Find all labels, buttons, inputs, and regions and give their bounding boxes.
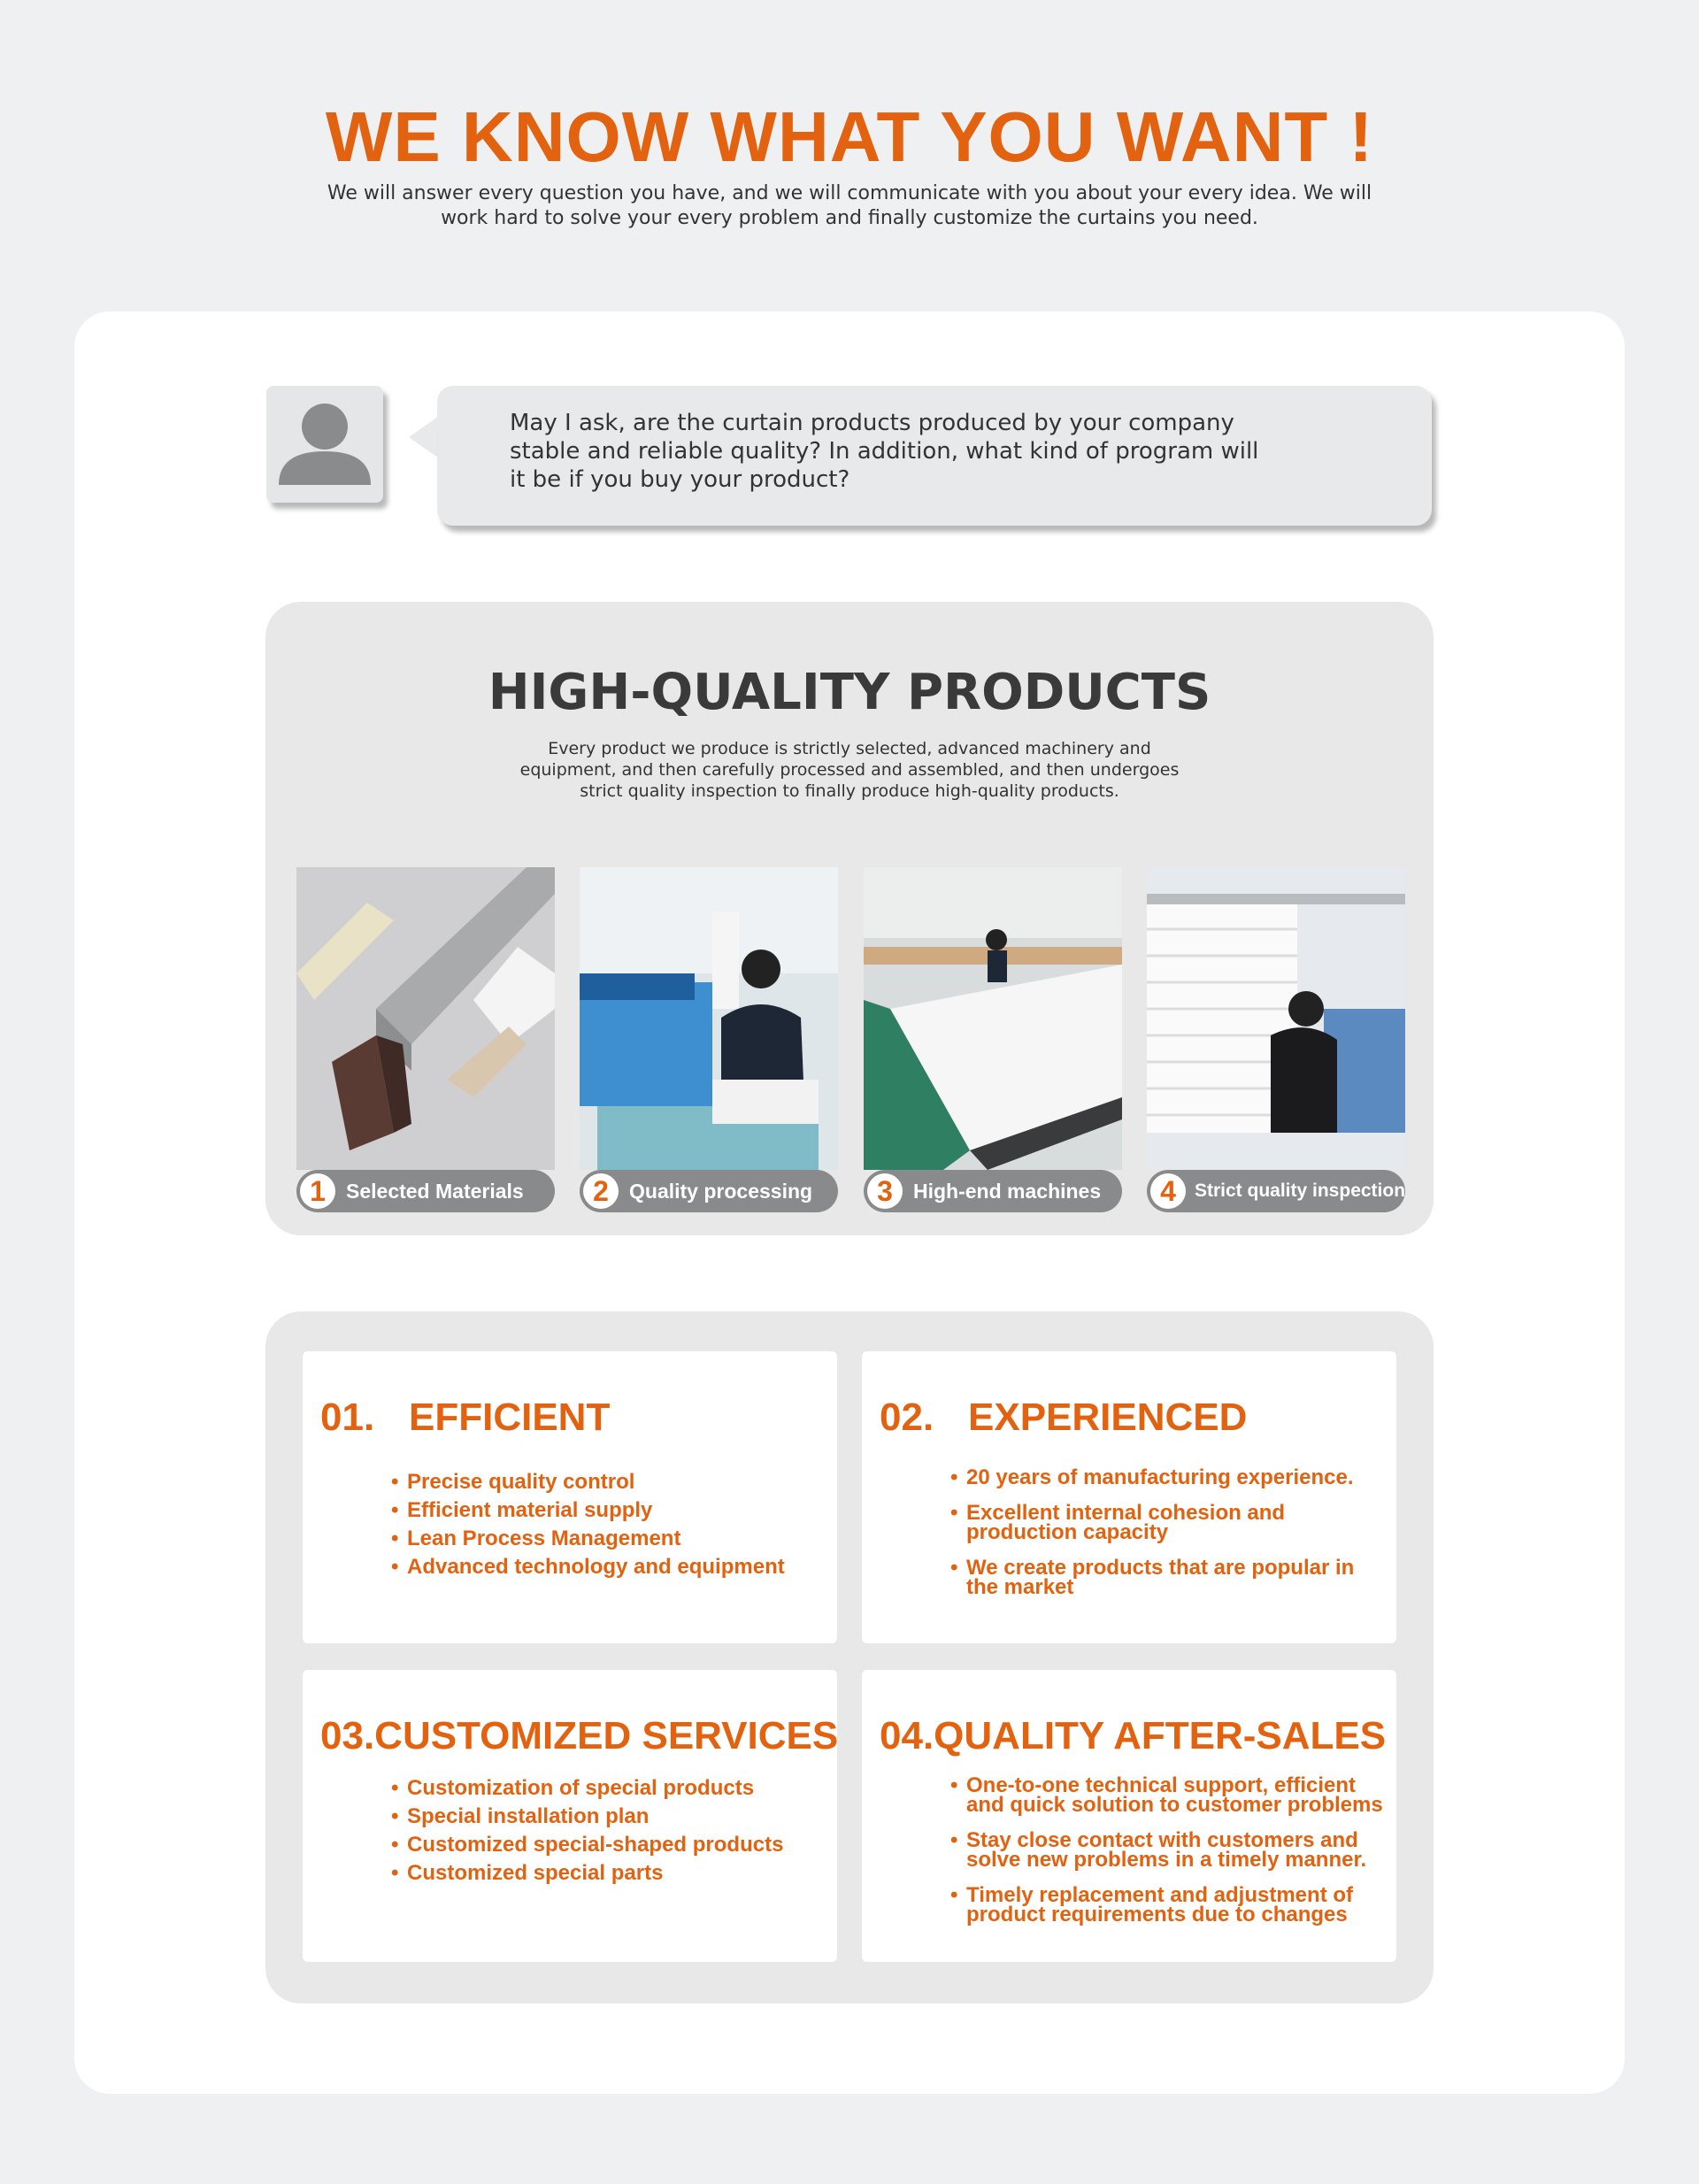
feature-number: 01. (320, 1396, 375, 1439)
step-label: Strict quality inspection (1195, 1180, 1406, 1201)
feature-heading (320, 1714, 838, 1758)
feature-number: 04. (880, 1714, 934, 1757)
feature-heading (880, 1714, 1386, 1758)
list-item: • Timely replacement and adjustment of product requirements due to changes (950, 1886, 1384, 1925)
quality-desc-line: strict quality inspection to finally produce high-quality products. (580, 781, 1119, 801)
subtitle-line: We will answer every question you have, and we will communicate with you about your every idea. We will (327, 182, 1372, 204)
feature-title: QUALITY AFTER-SALES (934, 1714, 1387, 1757)
avatar (266, 386, 383, 503)
photo-selected-materials (296, 867, 555, 1207)
list-item: • Customization of special products (391, 1774, 834, 1803)
feature-heading (880, 1396, 1247, 1440)
list-item: • Customized special parts (391, 1859, 834, 1888)
feature-list (950, 1465, 1366, 1613)
list-item: • Precise quality control (391, 1468, 834, 1496)
quality-description (496, 738, 1203, 802)
feature-title: EXPERIENCED (968, 1396, 1248, 1439)
step-caption (296, 1170, 555, 1212)
question-line: May I ask, are the curtain products produced by your company (510, 410, 1234, 436)
feature-card-after-sales (862, 1670, 1396, 1962)
photo-strict-inspection (1147, 867, 1406, 1207)
list-item: • 20 years of manufacturing experience. (950, 1468, 1366, 1488)
step-number: 2 (583, 1173, 619, 1209)
subtitle-line: work hard to solve your every problem and finally customize the curtains you need. (441, 207, 1258, 229)
photo-high-end-machines (864, 867, 1122, 1207)
list-item: • One-to-one technical support, efficient and quick solution to customer problems (950, 1776, 1384, 1815)
list-item: • Lean Process Management (391, 1525, 834, 1553)
user-icon (266, 386, 383, 503)
photo-quality-processing (580, 867, 838, 1207)
feature-card-customized (303, 1670, 837, 1962)
page-subtitle (292, 181, 1407, 231)
list-item: • Efficient material supply (391, 1496, 834, 1525)
step-label: Selected Materials (346, 1179, 524, 1203)
list-item: • Stay close contact with customers and solve new problems in a timely manner. (950, 1831, 1384, 1870)
step-number: 3 (867, 1173, 903, 1209)
feature-number: 03. (320, 1714, 375, 1757)
step-caption (580, 1170, 838, 1212)
question-text (510, 409, 1271, 494)
feature-card-efficient (303, 1351, 837, 1643)
list-item: • Special installation plan (391, 1803, 834, 1831)
list-item: • Customized special-shaped products (391, 1831, 834, 1859)
feature-title: CUSTOMIZED SERVICES (374, 1714, 839, 1757)
feature-number: 02. (880, 1396, 934, 1439)
list-item: • Excellent internal cohesion and production capacity (950, 1503, 1366, 1542)
feature-title: EFFICIENT (409, 1396, 611, 1439)
step-caption (864, 1170, 1122, 1212)
feature-list (391, 1774, 834, 1888)
feature-card-experienced (862, 1351, 1396, 1643)
step-label: High-end machines (913, 1179, 1102, 1203)
feature-list (391, 1468, 834, 1581)
list-item: • We create products that are popular in the market (950, 1558, 1366, 1597)
step-number: 4 (1150, 1173, 1186, 1209)
feature-list (950, 1773, 1384, 1941)
question-line: it be if you buy your product? (510, 466, 850, 493)
feature-heading (320, 1396, 610, 1440)
bubble-tail (409, 416, 439, 458)
quality-desc-line: Every product we produce is strictly selected, advanced machinery and (548, 739, 1151, 758)
quality-title: HIGH-QUALITY PRODUCTS (488, 664, 1211, 721)
step-label: Quality processing (629, 1179, 813, 1203)
step-caption (1147, 1170, 1405, 1212)
page-title: WE KNOW WHAT YOU WANT ! (325, 97, 1374, 176)
question-line: stable and reliable quality? In addition, what kind of program will (510, 438, 1259, 465)
list-item: • Advanced technology and equipment (391, 1553, 834, 1581)
quality-desc-line: equipment, and then carefully processed and assembled, and then undergoes (519, 760, 1180, 780)
step-number: 1 (300, 1173, 335, 1209)
